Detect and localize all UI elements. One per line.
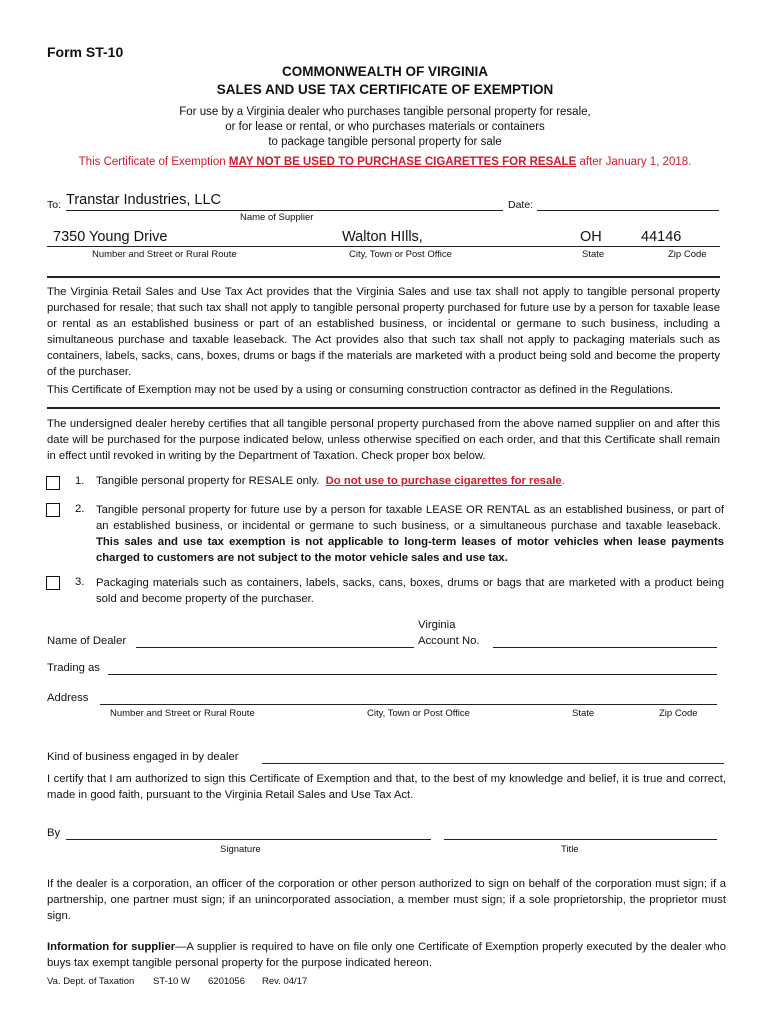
title-line-1: COMMONWEALTH OF VIRGINIA — [282, 64, 488, 79]
dealer-zip-caption: Zip Code — [659, 708, 698, 719]
divider-1 — [47, 276, 720, 278]
virginia-label: Virginia — [418, 619, 456, 631]
option-2-text: Tangible personal property for future use by a person for taxable LEASE OR RENTAL as an established business, or part of an established business, or incidental or germane to such business, or a simultaneous purchase and taxable leaseback. This sales and use tax exemption is not applicable to long-term leases of motor vehicles when lease payments charged to customers are not subject to the motor vehicle sales and use tax. — [96, 504, 724, 564]
footer-number: 6201056 — [208, 976, 245, 987]
supplier-name-value[interactable]: Transtar Industries, LLC — [66, 192, 221, 208]
dealer-address-field[interactable] — [100, 704, 717, 705]
intro-line-2: or for lease or rental, or who purchases materials or containers — [225, 121, 545, 133]
date-label: Date: — [508, 199, 534, 211]
supplier-city-value[interactable]: Walton HIlls, — [342, 229, 423, 245]
supplier-name-line — [66, 210, 503, 211]
footer-dept: Va. Dept. of Taxation — [47, 976, 135, 987]
footer-code: ST-10 W — [153, 976, 190, 987]
supplier-street-value[interactable]: 7350 Young Drive — [53, 229, 168, 245]
signature-caption: Signature — [220, 844, 261, 855]
certify-dealer-paragraph: The undersigned dealer hereby certifies that all tangible personal property purchased from the above named supplier on and after this date will be purchased for the purpose indicated below, unless otherwise specified on each order, and that this Certificate shall remain in effect until revoked in writing by the Department of Taxation. Check proper box below. — [47, 418, 720, 462]
footer-revision: Rev. 04/17 — [262, 976, 308, 987]
contractor-paragraph: This Certificate of Exemption may not be used by a using or consuming construction contractor as defined in the Regulations. — [47, 384, 674, 396]
option-3-number: 3. — [75, 576, 85, 588]
date-line — [537, 210, 719, 211]
cigarette-warning: This Certificate of Exemption MAY NOT BE USED TO PURCHASE CIGARETTES FOR RESALE after January 1, 2018. — [78, 156, 692, 168]
trading-as-field[interactable] — [108, 674, 717, 675]
intro-line-1: For use by a Virginia dealer who purchases tangible personal property for resale, — [179, 106, 591, 118]
zip-caption: Zip Code — [668, 249, 707, 260]
city-caption: City, Town or Post Office — [349, 249, 452, 260]
street-caption: Number and Street or Rural Route — [92, 249, 237, 260]
option-1-text: Tangible personal property for RESALE only. Do not use to purchase cigarettes for resale. — [96, 475, 565, 487]
form-id: Form ST-10 — [47, 44, 124, 60]
supplier-state-value[interactable]: OH — [580, 229, 602, 245]
option-2-number: 2. — [75, 503, 85, 515]
state-caption: State — [582, 249, 605, 260]
trading-as-label: Trading as — [47, 662, 100, 674]
address-label: Address — [47, 692, 89, 704]
dealer-name-label: Name of Dealer — [47, 635, 127, 647]
checkbox-packaging[interactable] — [46, 576, 60, 590]
certify-authority-paragraph: I certify that I am authorized to sign this Certificate of Exemption and that, to the best of my knowledge and belief, it is true and correct, made in good faith, pursuant to the Virginia Retail Sales and Use Tax Act. — [47, 773, 726, 801]
option-3-text: Packaging materials such as containers, labels, sacks, cans, boxes, drums or bags that are marketed with a product being sold and become property of the purchaser. — [96, 577, 724, 605]
account-no-label: Account No. — [418, 635, 480, 647]
title-line-2: SALES AND USE TAX CERTIFICATE OF EXEMPTION — [216, 82, 554, 97]
divider-2 — [47, 407, 720, 409]
title-field[interactable] — [444, 839, 717, 840]
by-label: By — [47, 827, 61, 839]
act-paragraph: The Virginia Retail Sales and Use Tax Act provides that the Virginia Sales and use tax shall not apply to tangible personal property purchased for resale; that such tax shall not apply to tangible personal property purchased for future use by a person for taxable lease or rental as an established business or part of an established business, or incidental or germane to such business, including a simultaneous purchase and taxable leaseback. The Act provides also that such tax shall not apply to packaging materials such as containers, labels, sacks, cans, boxes, drums or bags if the materials are marketed with a product being sold and become the property of the purchaser. — [47, 286, 720, 378]
title-caption: Title — [561, 844, 579, 855]
intro-line-3: to package tangible personal property for sale — [268, 136, 502, 148]
signature-field[interactable] — [66, 839, 431, 840]
checkbox-lease-rental[interactable] — [46, 503, 60, 517]
dealer-state-caption: State — [572, 708, 595, 719]
supplier-info: Information for supplier—A supplier is required to have on file only one Certificate of Exemption properly executed by the dealer who buys tax exempt tangible personal property for the purpose indicated hereon. — [47, 941, 726, 969]
dealer-city-caption: City, Town or Post Office — [367, 708, 470, 719]
option-1-number: 1. — [75, 475, 85, 487]
to-label: To: — [47, 199, 62, 211]
kind-of-business-field[interactable] — [262, 763, 724, 764]
kind-of-business-label: Kind of business engaged in by dealer — [47, 751, 239, 763]
account-no-field[interactable] — [493, 647, 717, 648]
dealer-name-field[interactable] — [136, 647, 414, 648]
dealer-street-caption: Number and Street or Rural Route — [110, 708, 255, 719]
checkbox-resale[interactable] — [46, 476, 60, 490]
supplier-zip-value[interactable]: 44146 — [641, 229, 682, 245]
corporation-note: If the dealer is a corporation, an officer of the corporation or other person authorized to sign on behalf of the corporation must sign; if a partnership, one partner must sign; if an unincorporated association, a member must sign; if a sole proprietorship, the proprietor must sign. — [47, 878, 726, 922]
supplier-name-caption: Name of Supplier — [240, 212, 314, 223]
supplier-address-line — [47, 246, 720, 247]
